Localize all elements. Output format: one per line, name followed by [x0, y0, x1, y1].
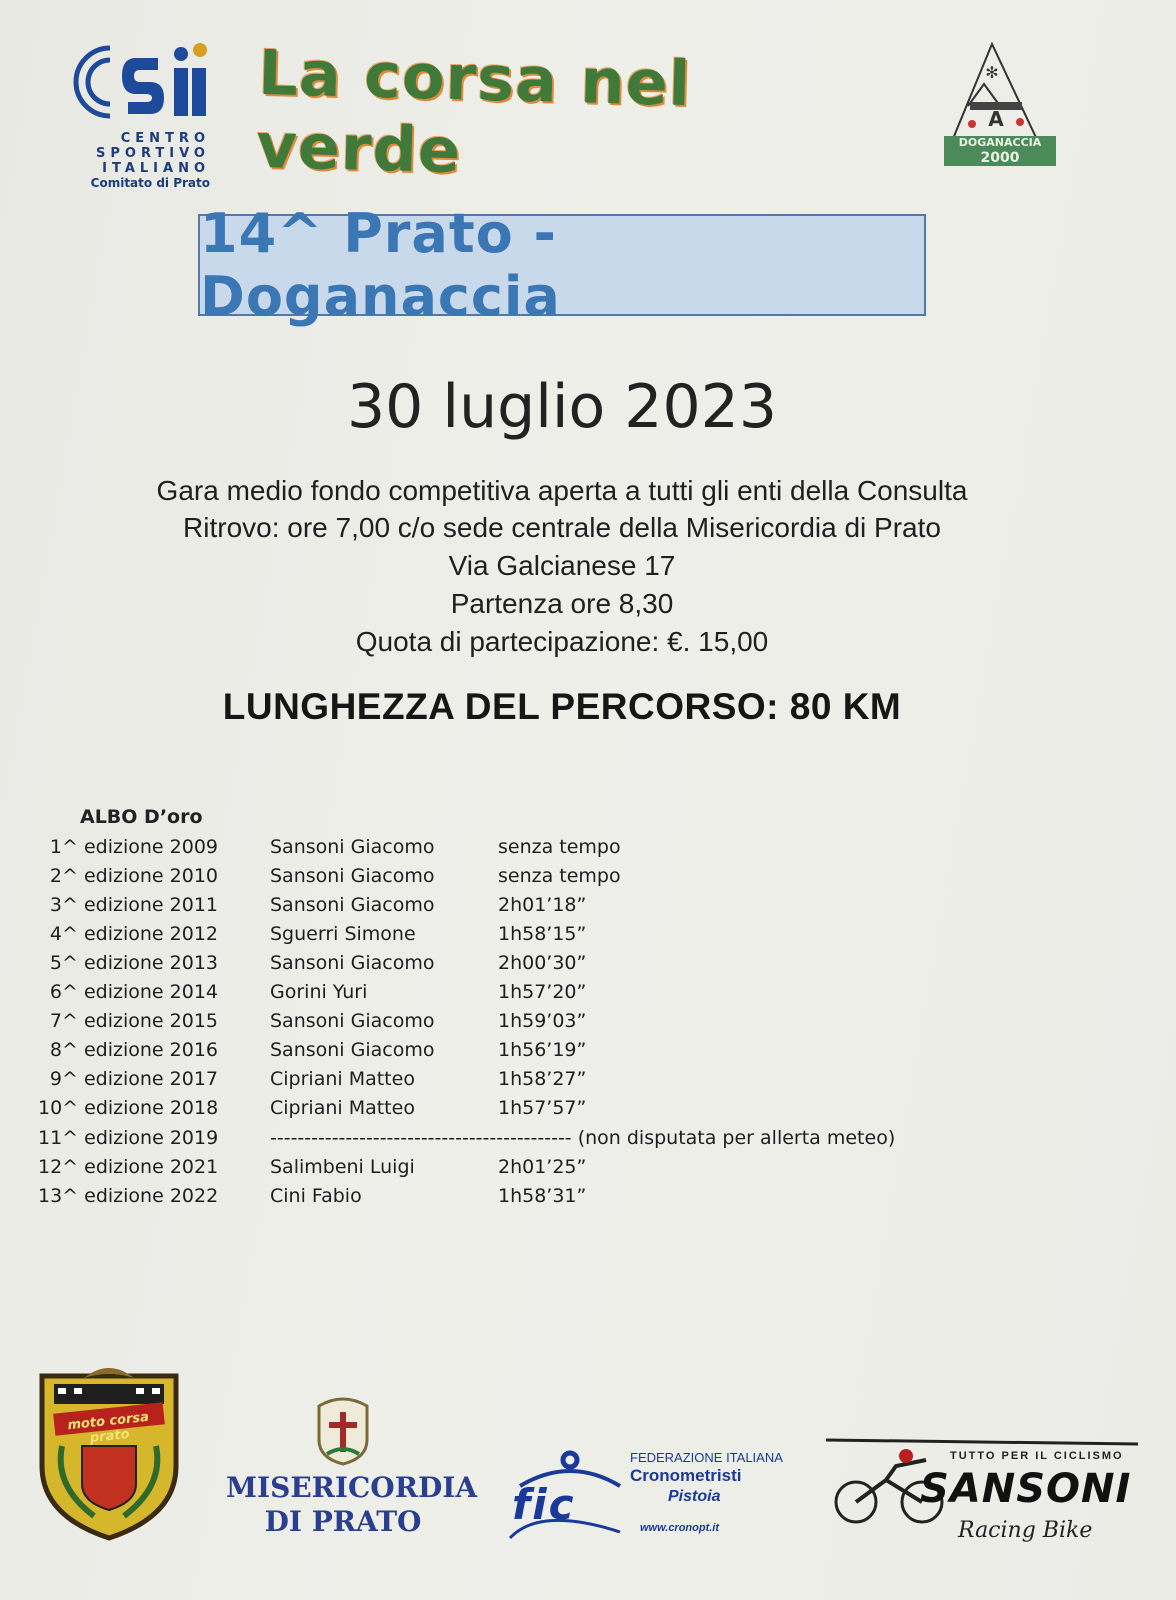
- csi-logo: [70, 38, 210, 198]
- albo-winner: Sansoni Giacomo: [270, 1039, 435, 1061]
- albo-winner: Sguerri Simone: [270, 923, 416, 945]
- albo-time: 1h57’20”: [498, 981, 587, 1003]
- albo-edition: 2^ edizione 2010: [49, 865, 218, 887]
- doganaccia-logo: [940, 36, 1060, 176]
- albo-edition: 6^ edizione 2014: [49, 981, 218, 1003]
- sansoni-name: SANSONI: [920, 1466, 1132, 1512]
- albo-edition: 5^ edizione 2013: [49, 952, 218, 974]
- albo-edition: 1^ edizione 2009: [49, 836, 218, 858]
- ficr-line-3: Pistoia: [668, 1488, 721, 1505]
- subtitle-box: [198, 202, 926, 328]
- albo-winner: Cipriani Matteo: [270, 1068, 415, 1090]
- info-line-start: Partenza ore 8,30: [450, 588, 674, 619]
- albo-edition: 10^ edizione 2018: [38, 1097, 219, 1119]
- ficr-url: www.cronopt.it: [640, 1522, 720, 1534]
- albo-winner: Sansoni Giacomo: [270, 952, 435, 974]
- doganaccia-logo-year: 2000: [980, 150, 1020, 166]
- svg-text:A: A: [988, 107, 1004, 131]
- albo-row: [38, 981, 1038, 1010]
- ficr-line-1: FEDERAZIONE ITALIANA: [630, 1450, 783, 1465]
- albo-edition: 4^ edizione 2012: [49, 923, 218, 945]
- motocorsa-logo: [34, 1356, 184, 1542]
- albo-row: [38, 1068, 1038, 1097]
- albo-edition: 3^ edizione 2011: [49, 894, 218, 916]
- albo-time: 2h00’30”: [498, 952, 587, 974]
- albo-row: [38, 1039, 1038, 1068]
- albo-time: senza tempo: [498, 836, 621, 858]
- misericordia-logo: [226, 1396, 478, 1538]
- ficr-line-2: Cronometristi: [630, 1466, 742, 1485]
- albo-title: ALBO D’oro: [80, 806, 203, 828]
- ficr-mark: fic: [512, 1480, 576, 1529]
- csi-line-3: ITALIANO: [102, 161, 210, 176]
- albo-edition: 12^ edizione 2021: [38, 1156, 219, 1178]
- svg-text:✻: ✻: [985, 63, 999, 82]
- event-date: 30 luglio 2023: [346, 372, 778, 442]
- albo-winner: Sansoni Giacomo: [270, 1010, 435, 1032]
- motocorsa-text: moto corsa prato: [66, 1409, 150, 1446]
- albo-row: [38, 1185, 1038, 1214]
- albo-row: [38, 923, 1038, 952]
- misericordia-emblem-icon: [313, 1396, 373, 1466]
- csi-emblem-icon: [70, 38, 210, 126]
- csi-line-1: CENTRO: [120, 131, 210, 146]
- event-title: La corsa nel verde: [255, 35, 692, 188]
- info-line-address: Via Galcianese 17: [448, 550, 676, 581]
- sansoni-sub: Racing Bike: [958, 1518, 1093, 1543]
- info-line-fee: Quota di partecipazione: €. 15,00: [355, 626, 769, 657]
- albo-time: 1h56’19”: [498, 1039, 587, 1061]
- albo-edition: 13^ edizione 2022: [38, 1185, 219, 1207]
- misericordia-line-1: MISERICORDIA: [226, 1471, 478, 1504]
- albo-edition: 11^ edizione 2019: [38, 1127, 219, 1149]
- albo-time: 1h57’57”: [498, 1097, 587, 1119]
- albo-winner: Sansoni Giacomo: [270, 836, 435, 858]
- sansoni-tagline: TUTTO PER IL CICLISMO: [950, 1450, 1124, 1462]
- albo-edition: 7^ edizione 2015: [49, 1010, 218, 1032]
- albo-time: senza tempo: [498, 865, 621, 887]
- misericordia-line-2: DI PRATO: [264, 1505, 422, 1538]
- albo-row: [38, 1097, 1038, 1126]
- doganaccia-logo-text: DOGANACCIA: [958, 136, 1042, 149]
- ficr-logo: [500, 1446, 790, 1546]
- albo-edition: 9^ edizione 2017: [49, 1068, 218, 1090]
- albo-time: 1h59’03”: [498, 1010, 587, 1032]
- albo-time: 2h01’25”: [498, 1156, 587, 1178]
- albo-winner: Salimbeni Luigi: [270, 1156, 415, 1178]
- albo-row: [38, 952, 1038, 981]
- albo-row: [38, 894, 1038, 923]
- albo-time: 2h01’18”: [498, 894, 587, 916]
- info-line-race-type: Gara medio fondo competitiva aperta a tutti gli enti della Consulta: [156, 475, 968, 506]
- albo-edition: 8^ edizione 2016: [49, 1039, 218, 1061]
- albo-winner: Cipriani Matteo: [270, 1097, 415, 1119]
- info-line-meeting: Ritrovo: ore 7,00 c/o sede centrale della Misericordia di Prato: [183, 512, 941, 543]
- albo-winner: Gorini Yuri: [270, 981, 368, 1003]
- albo-row: [38, 1156, 1038, 1185]
- course-length: LUNGHEZZA DEL PERCORSO: 80 KM: [222, 686, 902, 727]
- albo-row: [38, 865, 1038, 894]
- albo-row: [38, 1127, 1038, 1156]
- csi-committee: Comitato di Prato: [90, 176, 210, 190]
- albo-time: 1h58’27”: [498, 1068, 587, 1090]
- albo-winner: Sansoni Giacomo: [270, 865, 435, 887]
- albo-winner: -------------------------------------------- (non disputata per allerta meteo): [270, 1127, 896, 1149]
- albo-time: 1h58’15”: [498, 923, 587, 945]
- albo-winner: Sansoni Giacomo: [270, 894, 435, 916]
- albo-row: [38, 836, 1038, 865]
- albo-winner: Cini Fabio: [270, 1185, 362, 1207]
- albo-time: 1h58’31”: [498, 1185, 587, 1207]
- albo-row: [38, 1010, 1038, 1039]
- event-subtitle: 14^ Prato - Doganaccia: [200, 202, 561, 328]
- sansoni-logo: [826, 1430, 1138, 1556]
- csi-line-2: SPORTIVO: [96, 146, 210, 161]
